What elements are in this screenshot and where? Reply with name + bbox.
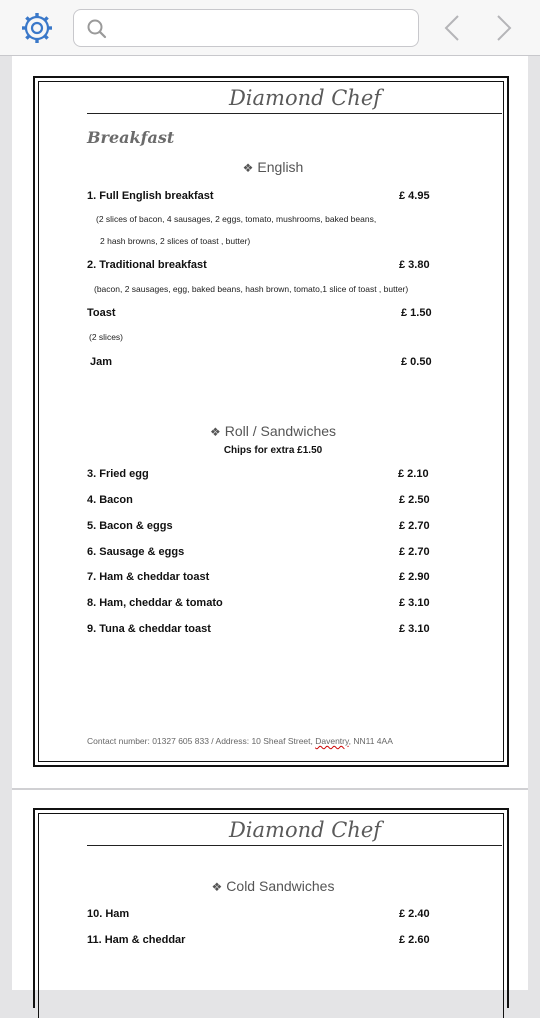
- contact-town: Daventry: [315, 736, 349, 746]
- sub-heading-cold-label: Cold Sandwiches: [226, 878, 335, 894]
- menu-item-description: (bacon, 2 sausages, egg, baked beans, hash brown, tomato,1 slice of toast , butter): [94, 284, 409, 294]
- diamond-bullet-icon: ❖: [211, 880, 223, 894]
- sub-heading-english-label: English: [257, 159, 304, 175]
- sub-heading-english: [35, 159, 511, 175]
- page-border: [33, 808, 509, 1008]
- menu-item-price: £ 2.10: [398, 468, 429, 480]
- section-heading-breakfast: Breakfast: [87, 128, 175, 147]
- menu-item-name: 8. Ham, cheddar & tomato: [87, 597, 223, 609]
- menu-item-description: (2 slices): [89, 332, 124, 342]
- diamond-bullet-icon: ❖: [209, 425, 221, 439]
- page-inner-border: [38, 81, 504, 762]
- menu-item-name: 7. Ham & cheddar toast: [87, 571, 210, 583]
- menu-item-price: £ 2.60: [399, 934, 430, 946]
- menu-item-name: 1. Full English breakfast: [87, 190, 214, 202]
- menu-item-description: 2 hash browns, 2 slices of toast , butter): [100, 236, 251, 246]
- contact-prefix: Contact number: 01327 605 833 / Address: 10 Sheaf Street,: [87, 736, 316, 746]
- menu-item-price: £ 4.95: [399, 190, 430, 202]
- menu-item-price: £ 2.70: [399, 546, 430, 558]
- page-border: [33, 76, 509, 767]
- menu-title: Diamond Chef: [228, 86, 382, 110]
- title-rule: [87, 845, 502, 846]
- document-page: [12, 790, 528, 990]
- menu-item-description: (2 slices of bacon, 4 sausages, 2 eggs, tomato, mushrooms, baked beans,: [96, 214, 377, 224]
- chevron-left-icon[interactable]: [437, 12, 467, 44]
- document-page: [12, 56, 528, 788]
- search-input[interactable]: [116, 16, 406, 40]
- menu-item-name: 3. Fried egg: [87, 468, 149, 480]
- sub-heading-cold: [35, 878, 511, 894]
- title-rule: [87, 113, 502, 114]
- sub-heading-rolls: [35, 423, 511, 439]
- search-box[interactable]: [73, 9, 419, 47]
- menu-title: Diamond Chef: [228, 818, 382, 842]
- chevron-right-icon[interactable]: [489, 12, 519, 44]
- menu-item-name: 2. Traditional breakfast: [87, 259, 207, 271]
- menu-item-name: Jam: [90, 356, 113, 368]
- menu-item-price: £ 2.40: [399, 908, 430, 920]
- menu-item-price: £ 2.70: [399, 520, 430, 532]
- sub-heading-rolls-label: Roll / Sandwiches: [224, 423, 337, 439]
- menu-item-price: £ 3.10: [399, 623, 430, 635]
- contact-suffix: , NN11 4AA: [348, 736, 393, 746]
- menu-item-price: £ 3.80: [399, 259, 430, 271]
- menu-item-name: 9. Tuna & cheddar toast: [87, 623, 211, 635]
- diamond-bullet-icon: ❖: [242, 161, 254, 175]
- menu-item-name: 6. Sausage & eggs: [87, 546, 185, 558]
- menu-item-price: £ 2.90: [399, 571, 430, 583]
- document-viewer[interactable]: [12, 56, 528, 960]
- menu-item-name: 4. Bacon: [87, 494, 133, 506]
- menu-item-name: 11. Ham & cheddar: [87, 934, 186, 946]
- toolbar: [0, 0, 540, 56]
- gear-icon[interactable]: [20, 11, 54, 45]
- menu-item-name: 5. Bacon & eggs: [87, 520, 173, 532]
- menu-item-name: 10. Ham: [87, 908, 130, 920]
- chips-note: Chips for extra £1.50: [223, 445, 323, 456]
- menu-item-price: £ 0.50: [401, 356, 432, 368]
- menu-item-name: Toast: [87, 307, 116, 319]
- search-icon: [86, 18, 108, 40]
- menu-item-price: £ 3.10: [399, 597, 430, 609]
- menu-item-price: £ 1.50: [401, 307, 432, 319]
- contact-info: [87, 736, 393, 746]
- menu-item-price: £ 2.50: [399, 494, 430, 506]
